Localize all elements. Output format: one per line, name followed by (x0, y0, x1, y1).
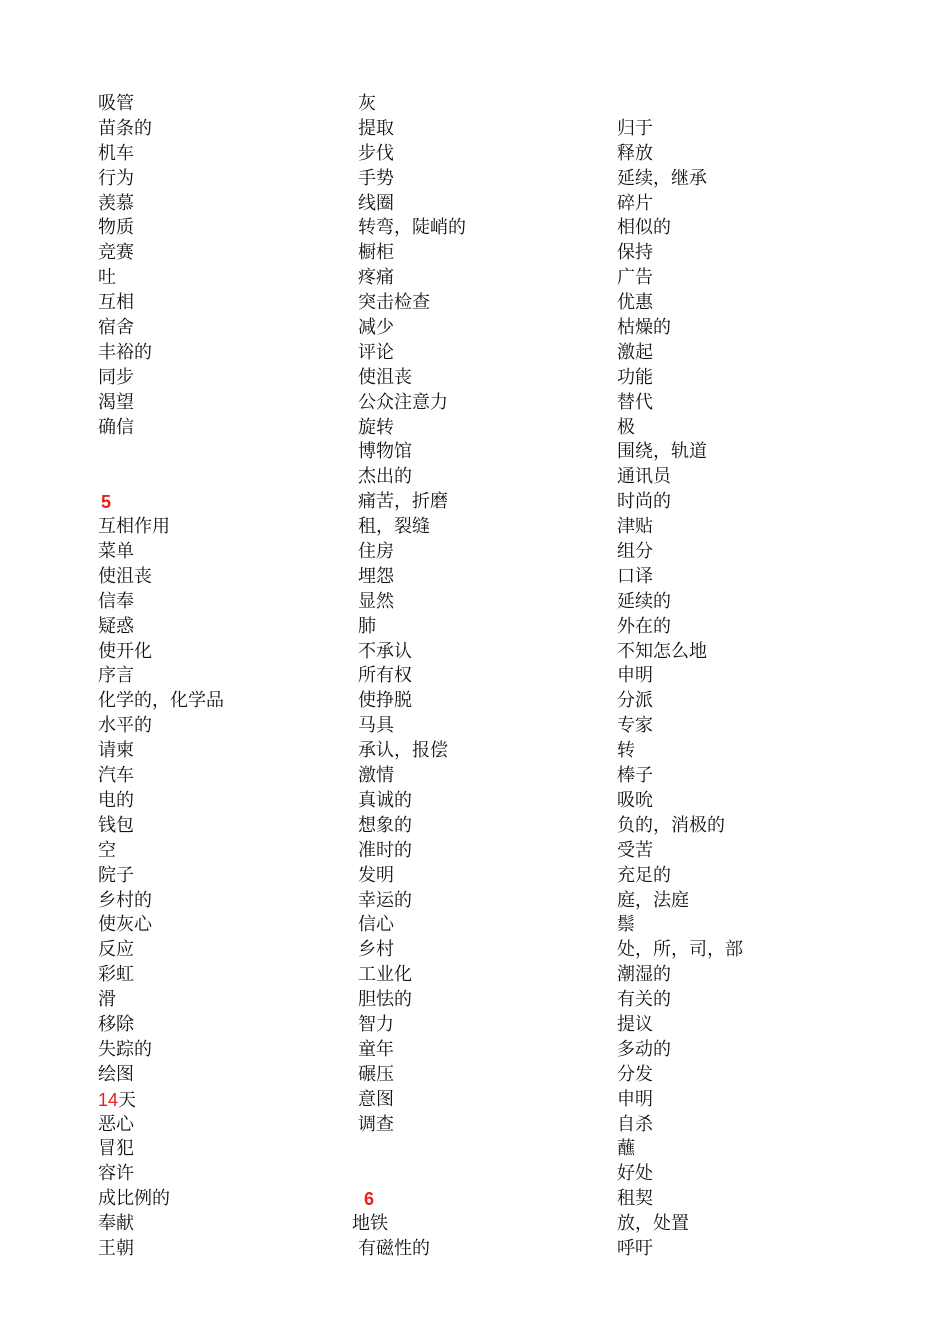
vocab-entry: 同步 (98, 366, 134, 388)
blank-line (98, 465, 224, 490)
vocab-entry: 互相作用 (98, 516, 170, 538)
vocab-entry: 延续，继承 (617, 167, 707, 189)
vocab-entry: 埋怨 (358, 565, 394, 587)
vocab-entry: 空 (98, 839, 116, 861)
vocab-entry: 博物馆 (358, 441, 412, 463)
section-number (358, 1187, 466, 1212)
vocab-entry: 转 (617, 740, 635, 762)
vocab-entry: 疼痛 (358, 267, 394, 289)
vocab-entry: 津贴 (617, 516, 653, 538)
vocab-entry: 潮湿的 (617, 964, 671, 986)
vocab-entry: 行为 (98, 167, 134, 189)
vocab-entry: 极 (617, 416, 635, 438)
vocab-entry: 使灰心 (98, 914, 152, 936)
vocab-entry: 保持 (617, 242, 653, 264)
vocab-entry: 处，所，司，部 (617, 939, 743, 961)
blank-line (98, 440, 224, 465)
vocab-entry: 互相 (98, 292, 134, 314)
vocab-entry: 专家 (617, 715, 653, 737)
vocab-entry: 序言 (98, 665, 134, 687)
vocab-entry: 申明 (617, 665, 653, 687)
column-3 (617, 92, 743, 1262)
vocab-entry: 反应 (98, 939, 134, 961)
vocab-entry: 疑惑 (98, 615, 134, 637)
vocab-entry: 请柬 (98, 740, 134, 762)
vocab-entry: 地铁 (352, 1213, 388, 1235)
vocab-entry: 口译 (617, 565, 653, 587)
vocab-entry: 蘸 (617, 1138, 635, 1160)
vocab-entry: 自杀 (617, 1113, 653, 1135)
vocab-entry: 外在的 (617, 615, 671, 637)
vocab-entry: 转弯，陡峭的 (358, 217, 466, 239)
vocab-entry: 童年 (358, 1038, 394, 1060)
vocab-entry: 提议 (617, 1013, 653, 1035)
vocab-entry: 呼吁 (617, 1237, 653, 1259)
vocab-entry: 棒子 (617, 765, 653, 787)
vocab-entry: 手势 (358, 167, 394, 189)
vocab-entry: 乡村的 (98, 889, 152, 911)
vocab-entry: 肺 (358, 615, 376, 637)
vocab-entry: 真诚的 (358, 789, 412, 811)
vocab-entry: 橱柜 (358, 242, 394, 264)
vocab-entry: 组分 (617, 541, 653, 563)
vocab-entry: 院子 (98, 864, 134, 886)
vocab-entry: 工业化 (358, 964, 412, 986)
blank-line (358, 1137, 466, 1162)
vocab-entry: 相似的 (617, 217, 671, 239)
vocab-entry: 通讯员 (617, 466, 671, 488)
vocab-entry: 竞赛 (98, 242, 134, 264)
section-day-heading (98, 1088, 224, 1113)
vocab-entry: 租，裂缝 (358, 516, 430, 538)
vocab-entry: 放，处置 (617, 1213, 689, 1235)
vocab-entry: 不承认 (358, 640, 412, 662)
day-unit: 天 (118, 1089, 137, 1111)
vocab-entry: 灰 (358, 93, 376, 114)
vocab-entry: 归于 (617, 117, 653, 139)
section-number-text: 5 (101, 492, 112, 513)
vocab-entry: 评论 (358, 341, 394, 363)
vocab-entry: 胆怯的 (358, 989, 412, 1011)
vocab-entry: 彩虹 (98, 964, 134, 986)
vocab-entry: 调查 (358, 1113, 394, 1135)
vocab-entry: 好处 (617, 1163, 653, 1185)
vocab-entry: 承认，报偿 (358, 740, 448, 762)
vocab-entry: 机车 (98, 142, 134, 164)
vocab-entry: 成比例的 (98, 1188, 170, 1210)
vocab-entry: 电的 (98, 789, 134, 811)
vocab-entry: 延续的 (617, 590, 671, 612)
vocab-entry: 租契 (617, 1188, 653, 1210)
vocab-entry: 钱包 (98, 814, 134, 836)
vocab-entry: 优惠 (617, 292, 653, 314)
column-1 (98, 92, 224, 1262)
vocab-entry: 想象的 (358, 814, 412, 836)
day-number: 14 (98, 1089, 119, 1110)
vocab-entry: 马具 (358, 715, 394, 737)
vocab-entry: 冒犯 (98, 1138, 134, 1160)
vocab-entry: 羡慕 (98, 192, 134, 214)
vocab-entry: 确信 (98, 416, 134, 438)
vocab-entry: 信奉 (98, 590, 134, 612)
vocab-entry: 吐 (98, 267, 116, 289)
vocab-entry: 渴望 (98, 391, 134, 413)
vocab-entry: 枯燥的 (617, 317, 671, 339)
vocab-entry: 减少 (358, 317, 394, 339)
vocab-entry: 不知怎么地 (617, 640, 707, 662)
vocab-entry: 丰裕的 (98, 341, 152, 363)
vocab-entry: 有关的 (617, 989, 671, 1011)
vocab-entry: 鬃 (617, 914, 635, 936)
vocab-entry: 提取 (358, 117, 394, 139)
vocab-entry: 分发 (617, 1063, 653, 1085)
vocab-entry: 围绕，轨道 (617, 441, 707, 463)
vocab-entry: 使开化 (98, 640, 152, 662)
vocab-entry: 庭，法庭 (617, 889, 689, 911)
vocab-entry: 痛苦，折磨 (358, 491, 448, 513)
vocab-entry: 时尚的 (617, 491, 671, 513)
vocab-entry: 苗条的 (98, 117, 152, 139)
blank-line (358, 1162, 466, 1187)
section-number (98, 490, 224, 515)
vocab-entry: 多动的 (617, 1038, 671, 1060)
vocab-entry: 碾压 (358, 1063, 394, 1085)
vocab-entry: 分派 (617, 690, 653, 712)
vocab-entry: 受苦 (617, 839, 653, 861)
vocab-entry: 广告 (617, 267, 653, 289)
section-number-text: 6 (364, 1189, 375, 1210)
vocab-entry: 物质 (98, 217, 134, 239)
column-2 (352, 92, 466, 1262)
vocab-entry: 住房 (358, 541, 394, 563)
vocab-entry: 激起 (617, 341, 653, 363)
vocab-entry: 乡村 (358, 939, 394, 961)
vocab-entry: 使沮丧 (98, 565, 152, 587)
vocab-entry: 显然 (358, 590, 394, 612)
vocab-entry: 功能 (617, 366, 653, 388)
vocab-entry: 公众注意力 (358, 391, 448, 413)
vocab-entry: 幸运的 (358, 889, 412, 911)
vocab-entry: 使沮丧 (358, 366, 412, 388)
vocab-entry: 准时的 (358, 839, 412, 861)
vocab-entry: 有磁性的 (358, 1237, 430, 1259)
vocab-entry: 意图 (358, 1088, 394, 1110)
vocab-entry: 绘图 (98, 1063, 134, 1085)
vocab-entry: 充足的 (617, 864, 671, 886)
vocab-entry: 释放 (617, 142, 653, 164)
vocab-entry: 负的，消极的 (617, 814, 725, 836)
vocab-entry: 失踪的 (98, 1038, 152, 1060)
vocab-entry: 信心 (358, 914, 394, 936)
vocab-entry: 滑 (98, 989, 116, 1011)
vocab-entry: 吸管 (98, 93, 134, 114)
vocab-entry: 发明 (358, 864, 394, 886)
vocab-entry: 宿舍 (98, 317, 134, 339)
vocab-entry: 所有权 (358, 665, 412, 687)
vocab-entry: 申明 (617, 1088, 653, 1110)
vocab-entry: 旋转 (358, 416, 394, 438)
vocab-entry: 水平的 (98, 715, 152, 737)
vocab-entry: 容许 (98, 1163, 134, 1185)
vocab-entry: 替代 (617, 391, 653, 413)
vocab-entry: 吸吮 (617, 789, 653, 811)
vocab-entry: 恶心 (98, 1113, 134, 1135)
vocab-entry: 智力 (358, 1013, 394, 1035)
vocab-entry: 线圈 (358, 192, 394, 214)
vocab-entry: 化学的，化学品 (98, 690, 224, 712)
vocab-entry: 菜单 (98, 541, 134, 563)
vocab-entry: 使挣脱 (358, 690, 412, 712)
vocab-entry: 杰出的 (358, 466, 412, 488)
vocab-entry: 激情 (358, 765, 394, 787)
vocab-entry: 突击检查 (358, 292, 430, 314)
vocab-entry: 移除 (98, 1013, 134, 1035)
vocab-entry: 汽车 (98, 765, 134, 787)
blank-line (617, 92, 743, 117)
vocab-entry: 王朝 (98, 1237, 134, 1259)
vocab-entry: 奉献 (98, 1213, 134, 1235)
vocab-entry: 步伐 (358, 142, 394, 164)
vocab-entry: 碎片 (617, 192, 653, 214)
